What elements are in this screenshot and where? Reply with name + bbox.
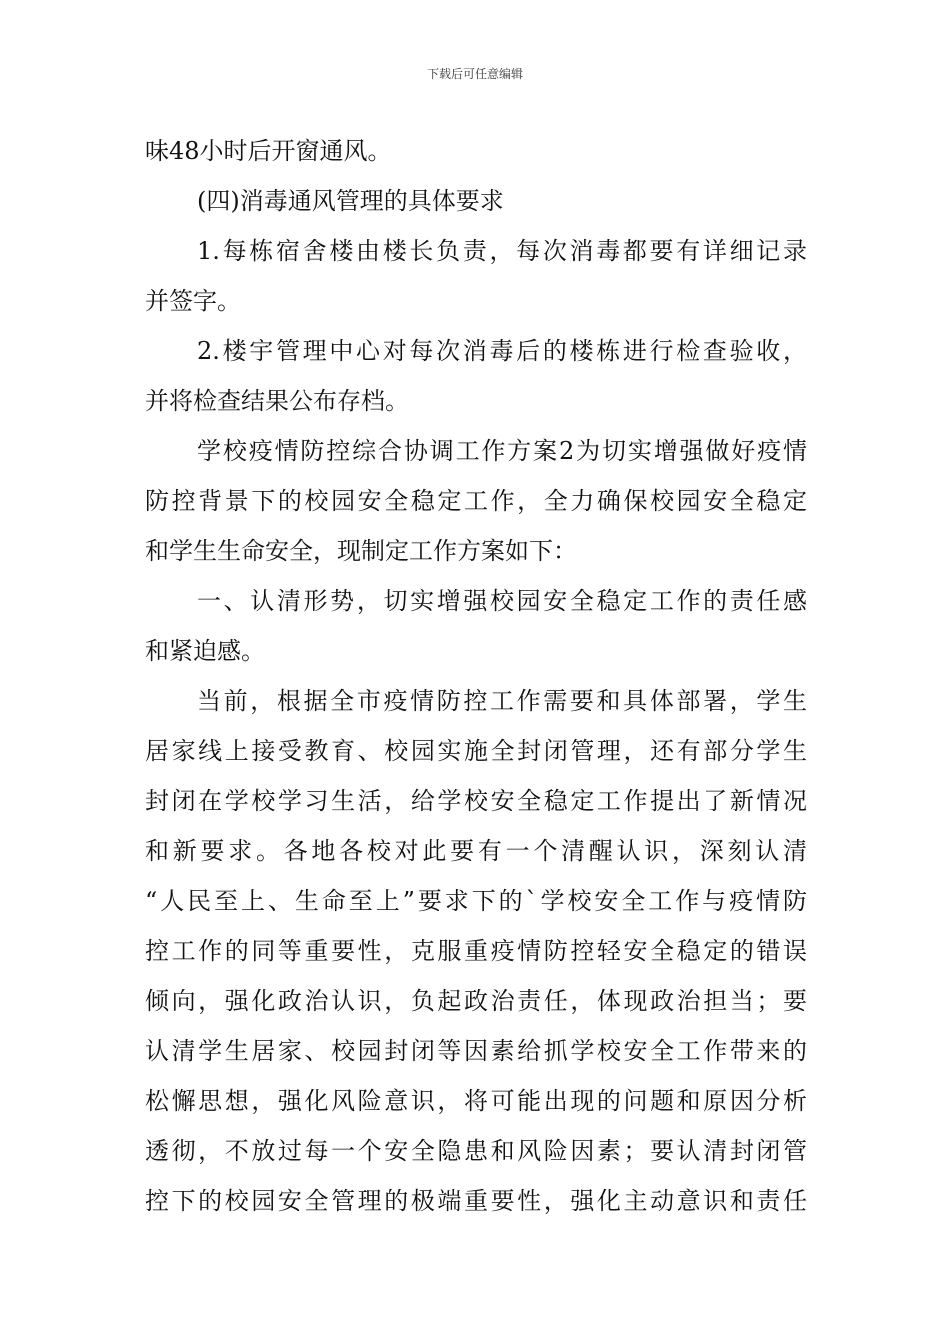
body-line: 防控背景下的校园安全稳定工作，全力确保校园安全稳定 <box>145 487 807 515</box>
body-line: 封闭在学校学习生活，给学校安全稳定工作提出了新情况 <box>145 787 807 815</box>
body-line: 和新要求。各地各校对此要有一个清醒认识，深刻认清 <box>145 837 807 865</box>
body-line: 一、认清形势，切实增强校园安全稳定工作的责任感 <box>197 587 807 615</box>
body-line: 认清学生居家、校园封闭等因素给抓学校安全工作带来的 <box>145 1037 807 1065</box>
body-line: (四)消毒通风管理的具体要求 <box>197 187 504 215</box>
body-line: 味48小时后开窗通风。 <box>145 137 392 165</box>
body-line: “人民至上、生命至上”要求下的`学校安全工作与疫情防 <box>145 887 807 915</box>
document-body <box>145 126 807 1226</box>
body-line: 倾向，强化政治认识，负起政治责任，体现政治担当；要 <box>145 987 807 1015</box>
body-line: 并签字。 <box>145 287 241 315</box>
body-line: 当前，根据全市疫情防控工作需要和具体部署，学生 <box>197 687 807 715</box>
body-line: 松懈思想，强化风险意识，将可能出现的问题和原因分析 <box>145 1087 807 1115</box>
body-line: 并将检查结果公布存档。 <box>145 387 409 415</box>
body-line: 控工作的同等重要性，克服重疫情防控轻安全稳定的错误 <box>145 937 807 965</box>
body-line: 和紧迫感。 <box>145 637 265 665</box>
body-line: 学校疫情防控综合协调工作方案2为切实增强做好疫情 <box>197 437 807 465</box>
body-line: 1.每栋宿舍楼由楼长负责，每次消毒都要有详细记录 <box>197 237 807 265</box>
body-line: 和学生生命安全，现制定工作方案如下： <box>145 537 577 565</box>
body-line: 控下的校园安全管理的极端重要性，强化主动意识和责任 <box>145 1187 807 1215</box>
body-line: 居家线上接受教育、校园实施全封闭管理，还有部分学生 <box>145 737 807 765</box>
page-header: 下载后可任意编辑 <box>426 67 523 81</box>
body-line: 透彻，不放过每一个安全隐患和风险因素；要认清封闭管 <box>145 1137 807 1165</box>
body-line: 2.楼宇管理中心对每次消毒后的楼栋进行检查验收， <box>197 337 807 365</box>
